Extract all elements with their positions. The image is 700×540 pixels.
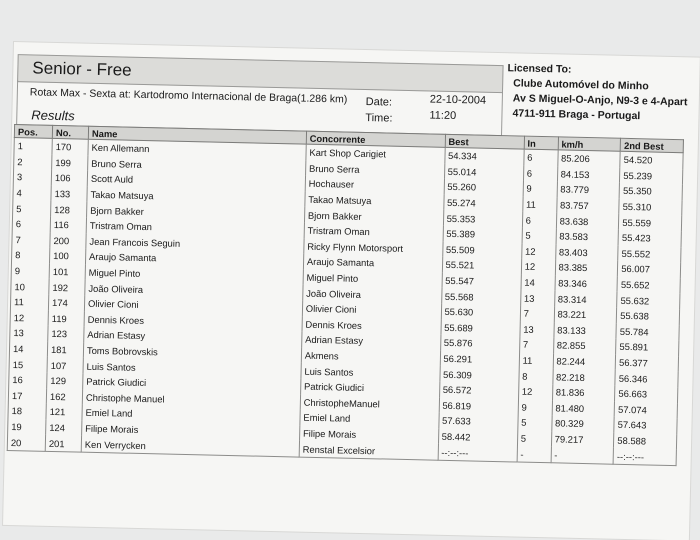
cell-kmh: 83.403: [555, 244, 618, 261]
cell-second-best: 55.638: [617, 308, 680, 325]
cell-no: 101: [49, 264, 85, 280]
cell-in: 11: [522, 196, 556, 212]
cell-no: 174: [48, 295, 84, 311]
results-heading: Results: [31, 107, 75, 124]
cell-second-best: --:--:---: [613, 448, 676, 466]
cell-kmh: 83.221: [554, 306, 617, 323]
cell-name: Miguel Pinto: [85, 264, 303, 285]
cell-no: 106: [51, 170, 87, 186]
date-value: 22-10-2004: [429, 93, 487, 107]
results-table: [7, 124, 684, 466]
cell-in: 13: [520, 290, 554, 306]
cell-best: 55.353: [443, 210, 522, 227]
cell-second-best: 56.346: [615, 370, 678, 387]
cell-no: 133: [51, 186, 87, 202]
cell-name: Bjorn Bakker: [87, 202, 305, 223]
license-block: [506, 61, 688, 125]
license-city: 4711-911 Braga - Portugal: [512, 107, 641, 123]
cell-concorrente: Bjorn Bakker: [304, 207, 443, 226]
cell-second-best: 57.074: [614, 401, 677, 418]
cell-pos: 7: [12, 232, 50, 248]
cell-in: 11: [519, 352, 553, 368]
cell-name: Dennis Kroes: [84, 311, 302, 332]
cell-name: Luis Santos: [83, 358, 301, 379]
cell-best: 56.819: [439, 397, 518, 414]
cell-name: Adrian Estasy: [84, 327, 302, 348]
cell-best: 55.630: [441, 304, 520, 321]
cell-concorrente: ChristopheManuel: [300, 394, 439, 413]
cell-name: Jean Francois Seguin: [86, 233, 304, 254]
cell-second-best: 55.552: [618, 245, 681, 262]
cell-pos: 2: [14, 154, 52, 170]
cell-kmh: 81.836: [552, 384, 615, 401]
cell-second-best: 57.643: [614, 417, 677, 434]
cell-name: Toms Bobrovskis: [83, 342, 301, 363]
cell-second-best: 55.423: [618, 230, 681, 247]
cell-kmh: 84.153: [557, 166, 620, 183]
cell-concorrente: Adrian Estasy: [301, 332, 440, 351]
cell-no: 129: [47, 373, 83, 389]
cell-in: -: [517, 446, 551, 463]
col-no: No.: [52, 125, 88, 139]
cell-best: 55.568: [441, 288, 520, 305]
cell-best: 55.509: [442, 241, 521, 258]
cell-concorrente: Tristram Oman: [304, 223, 443, 242]
cell-no: 107: [47, 357, 83, 373]
cell-pos: 6: [12, 216, 50, 232]
cell-best: 55.521: [442, 257, 521, 274]
col-in: In: [524, 136, 558, 150]
cell-second-best: 55.891: [616, 339, 679, 356]
cell-pos: 3: [13, 169, 51, 185]
cell-kmh: 82.855: [553, 337, 616, 354]
cell-in: 7: [520, 305, 554, 321]
col-2nd-best: 2nd Best: [620, 138, 683, 152]
cell-best: 55.260: [444, 179, 523, 196]
cell-name: Patrick Giudici: [83, 374, 301, 395]
col-pos: Pos.: [14, 125, 52, 139]
cell-concorrente: Takao Matsuya: [305, 191, 444, 210]
cell-pos: 17: [8, 387, 46, 403]
cell-concorrente: Luis Santos: [301, 363, 440, 382]
cell-best: 56.572: [439, 382, 518, 399]
cell-name: Takao Matsuya: [87, 186, 305, 207]
cell-name: Christophe Manuel: [82, 389, 300, 410]
cell-in: 12: [521, 243, 555, 259]
cell-concorrente: Bruno Serra: [305, 160, 444, 179]
cell-no: 100: [49, 248, 85, 264]
cell-kmh: 81.480: [552, 400, 615, 417]
cell-pos: 11: [10, 294, 48, 310]
cell-best: 55.274: [443, 195, 522, 212]
cell-pos: 4: [13, 185, 51, 201]
cell-pos: 18: [8, 403, 46, 419]
cell-in: 8: [519, 368, 553, 384]
cell-pos: 8: [11, 247, 49, 263]
cell-no: 116: [50, 217, 86, 233]
cell-no: 121: [46, 404, 82, 420]
cell-in: 9: [523, 181, 557, 197]
cell-kmh: 85.206: [557, 150, 620, 168]
cell-pos: 16: [9, 372, 47, 388]
cell-kmh: 83.314: [554, 291, 617, 308]
cell-name: Emiel Land: [82, 405, 300, 426]
cell-no: 119: [48, 310, 84, 326]
col-name: Name: [88, 126, 306, 144]
col-kmh: km/h: [558, 137, 621, 151]
cell-in: 12: [518, 383, 552, 399]
cell-in: 9: [518, 399, 552, 415]
cell-concorrente: João Oliveira: [303, 285, 442, 304]
cell-no: 199: [52, 154, 88, 170]
cell-kmh: 79.217: [551, 431, 614, 448]
cell-kmh: 83.638: [556, 213, 619, 230]
cell-concorrente: Kart Shop Carigiet: [306, 144, 445, 163]
results-sheet: [3, 42, 700, 540]
col-best: Best: [445, 134, 524, 149]
cell-best: 56.291: [440, 350, 519, 367]
cell-in: 6: [523, 165, 557, 181]
cell-concorrente: Renstal Excelsior: [299, 441, 438, 460]
license-club: Clube Automóvel do Minho: [513, 77, 649, 93]
cell-in: 6: [524, 149, 558, 166]
cell-in: 5: [517, 415, 551, 431]
cell-second-best: 55.350: [619, 183, 682, 200]
cell-best: --:--:---: [438, 444, 517, 462]
cell-no: 181: [47, 342, 83, 358]
cell-pos: 14: [9, 341, 47, 357]
cell-pos: 12: [10, 310, 48, 326]
cell-kmh: 80.329: [551, 415, 614, 432]
cell-name: Tristram Oman: [86, 218, 304, 239]
cell-pos: 13: [10, 325, 48, 341]
cell-no: 123: [48, 326, 84, 342]
cell-concorrente: Ricky Flynn Motorsport: [304, 238, 443, 257]
cell-second-best: 55.784: [616, 323, 679, 340]
cell-no: 192: [49, 279, 85, 295]
cell-in: 6: [522, 212, 556, 228]
cell-name: Olivier Cioni: [84, 296, 302, 317]
cell-pos: 10: [11, 278, 49, 294]
cell-pos: 5: [13, 200, 51, 216]
license-label: Licensed To:: [507, 62, 572, 76]
col-concorrente: Concorrente: [306, 131, 445, 147]
cell-best: 56.309: [439, 366, 518, 383]
cell-kmh: 83.385: [555, 259, 618, 276]
cell-pos: 1: [14, 138, 52, 155]
cell-best: 55.014: [444, 163, 523, 180]
cell-kmh: 83.346: [555, 275, 618, 292]
cell-no: 200: [50, 232, 86, 248]
cell-concorrente: Akmens: [301, 347, 440, 366]
cell-concorrente: Araujo Samanta: [303, 254, 442, 273]
cell-in: 14: [521, 274, 555, 290]
cell-pos: 20: [7, 434, 45, 451]
cell-in: 5: [517, 430, 551, 446]
cell-concorrente: Patrick Giudici: [300, 378, 439, 397]
time-value: 11:20: [429, 109, 457, 123]
cell-name: Bruno Serra: [88, 155, 306, 176]
cell-in: 5: [522, 228, 556, 244]
cell-second-best: 58.588: [614, 432, 677, 449]
license-address: Av S Miguel-O-Anjo, N9-3 e 4-Apart: [512, 92, 688, 109]
cell-kmh: 83.757: [556, 197, 619, 214]
cell-best: 55.389: [443, 226, 522, 243]
cell-name: Scott Auld: [87, 171, 305, 192]
cell-second-best: 56.377: [615, 354, 678, 371]
cell-concorrente: Miguel Pinto: [303, 269, 442, 288]
cell-name: Ken Allemann: [88, 139, 306, 160]
event-description: Rotax Max - Sexta at: Kartodromo Internacional de Braga(1.286 km): [29, 86, 348, 106]
cell-best: 58.442: [438, 428, 517, 445]
cell-pos: 9: [11, 263, 49, 279]
cell-concorrente: Olivier Cioni: [302, 301, 441, 320]
cell-pos: 19: [8, 419, 46, 435]
cell-second-best: 54.520: [620, 151, 683, 169]
time-label: Time:: [365, 111, 393, 125]
cell-second-best: 55.559: [619, 214, 682, 231]
cell-best: 55.689: [441, 319, 520, 336]
cell-pos: 15: [9, 356, 47, 372]
cell-kmh: 83.133: [554, 322, 617, 339]
cell-no: 201: [45, 435, 81, 452]
cell-in: 7: [519, 337, 553, 353]
cell-kmh: 83.779: [557, 182, 620, 199]
cell-second-best: 55.310: [619, 199, 682, 216]
cell-second-best: 56.663: [615, 386, 678, 403]
cell-no: 170: [52, 138, 88, 155]
cell-concorrente: Hochauser: [305, 176, 444, 195]
cell-name: João Oliveira: [85, 280, 303, 301]
session-title: Senior - Free: [32, 58, 132, 80]
cell-no: 124: [46, 420, 82, 436]
date-label: Date:: [365, 95, 393, 109]
cell-concorrente: Filipe Morais: [299, 425, 438, 444]
cell-in: 12: [521, 259, 555, 275]
cell-second-best: 55.652: [617, 277, 680, 294]
cell-second-best: 55.632: [617, 292, 680, 309]
cell-best: 54.334: [444, 147, 523, 165]
cell-second-best: 55.239: [620, 167, 683, 184]
cell-no: 128: [51, 201, 87, 217]
cell-name: Araujo Samanta: [85, 249, 303, 270]
cell-concorrente: Emiel Land: [300, 410, 439, 429]
cell-in: 13: [520, 321, 554, 337]
cell-concorrente: Dennis Kroes: [302, 316, 441, 335]
cell-name: Ken Verrycken: [81, 436, 299, 457]
cell-kmh: 82.244: [553, 353, 616, 370]
cell-best: 57.633: [438, 413, 517, 430]
cell-second-best: 56.007: [618, 261, 681, 278]
cell-best: 55.876: [440, 335, 519, 352]
cell-kmh: -: [551, 447, 614, 465]
cell-best: 55.547: [442, 273, 521, 290]
cell-name: Filipe Morais: [82, 420, 300, 441]
cell-kmh: 82.218: [552, 369, 615, 386]
cell-no: 162: [46, 388, 82, 404]
cell-kmh: 83.583: [556, 228, 619, 245]
